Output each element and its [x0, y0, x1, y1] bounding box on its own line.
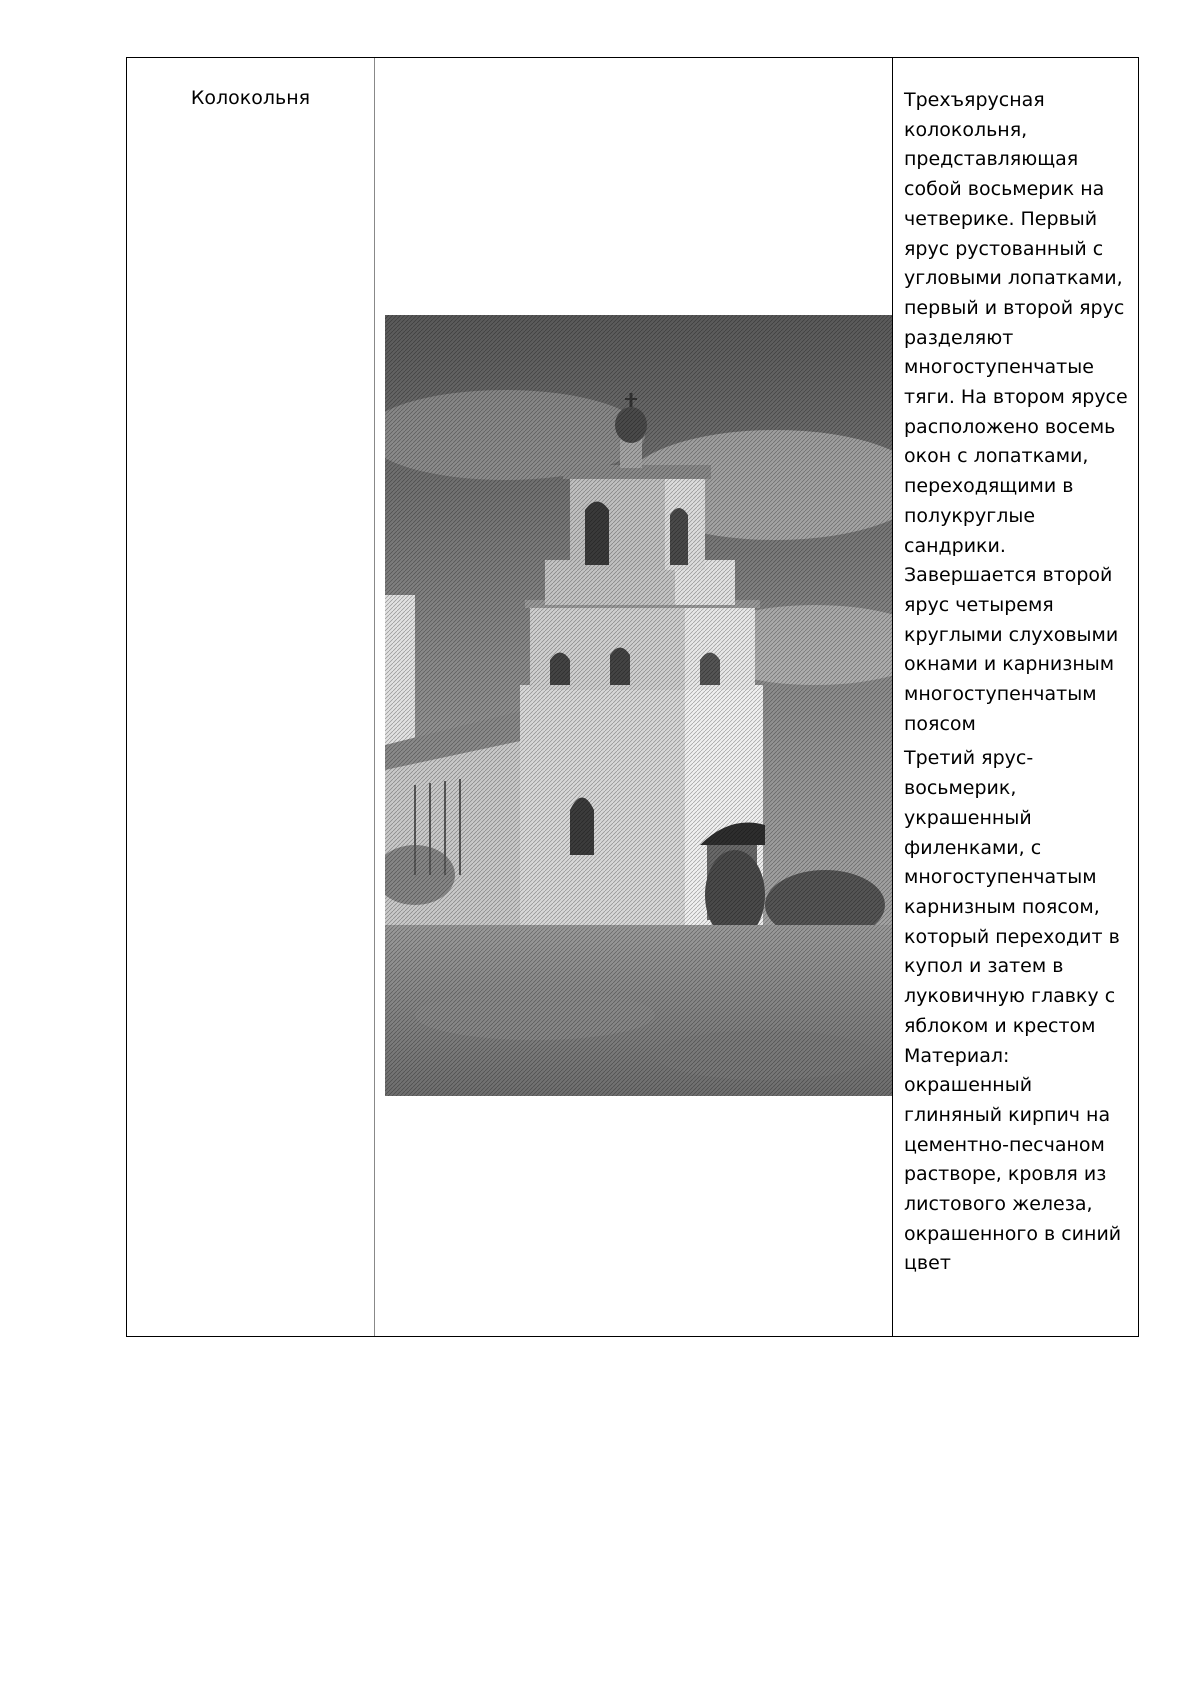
- description-material: Материал: окрашенный глиняный кирпич на цементно-песчаном растворе, кровля из листового железа, окрашенного в синий цвет: [904, 1044, 1122, 1275]
- description-third-tier: Третий ярус- восьмерик, украшенный филенками, с многоступенчатым карнизным поясом, который переходит в купол и затем в луковичную главку с яблоком и крестом: [904, 747, 1120, 1037]
- object-name: Колокольня: [190, 87, 311, 109]
- description-text: [904, 86, 1134, 1279]
- description-structure: Трехъярусная колокольня, представляющая собой восьмерик на четверике. Первый ярус рустованный с угловыми лопатками, первый и второй ярус разделяют многоступенчатые тяги. На втором ярусе расположено восемь окон с лопатками, переходящими в полукруглые сандрики. Завершается второй ярус четыремя круглыми слуховыми окнами и карнизным многоступенчатым поясом: [904, 89, 1128, 735]
- description-cell: [893, 58, 1138, 1336]
- photo-cell: [375, 58, 893, 1336]
- bell-tower-photo: [385, 315, 892, 1096]
- heritage-table: [126, 57, 1139, 1337]
- object-name-cell: [127, 58, 375, 1336]
